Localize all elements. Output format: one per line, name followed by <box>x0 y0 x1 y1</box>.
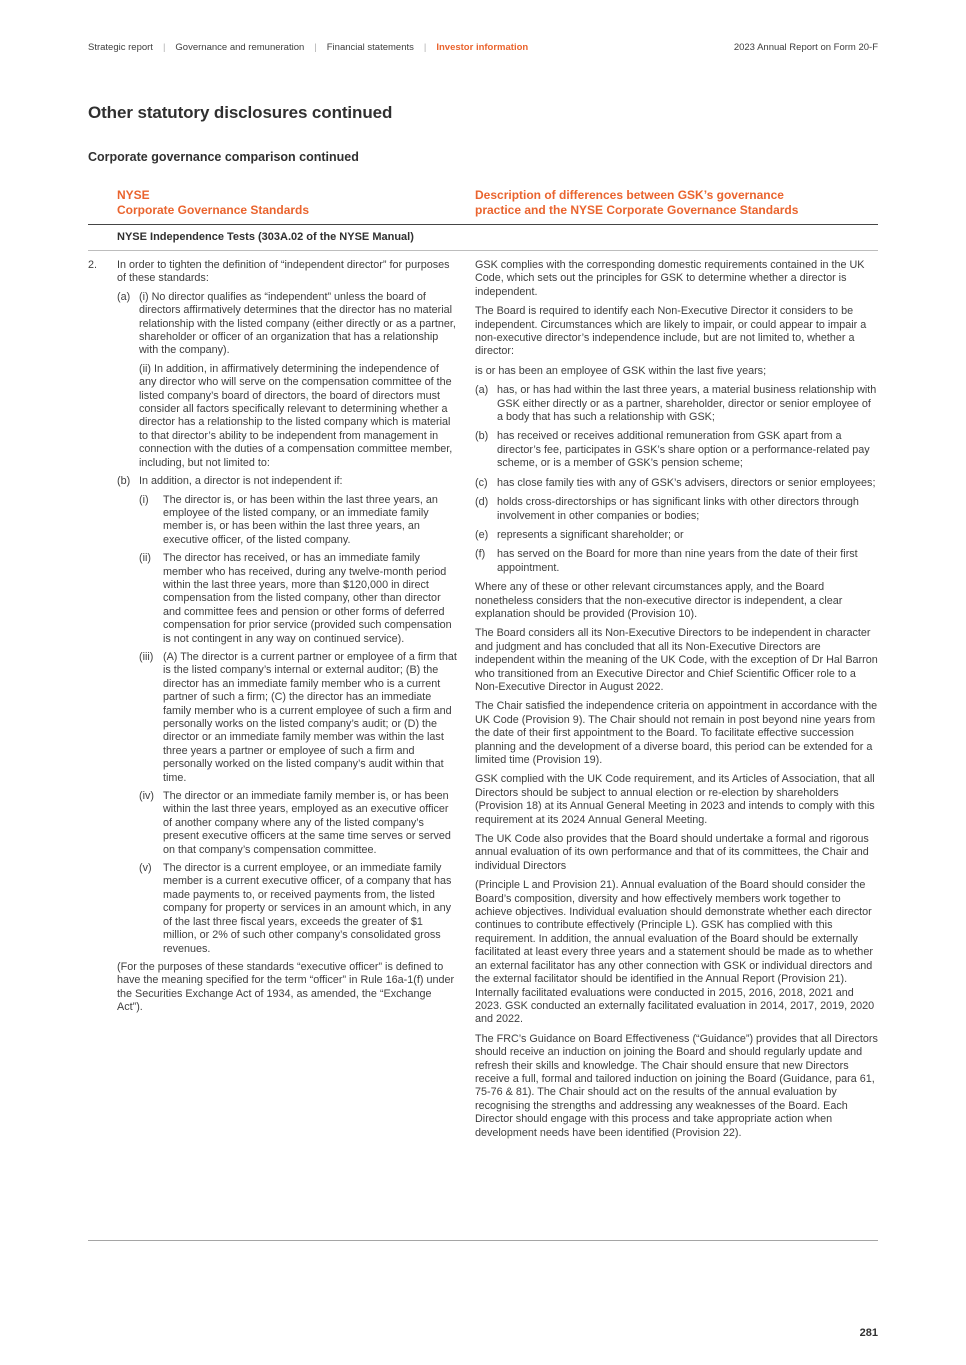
list-label: (c) <box>475 476 488 489</box>
gsk-description-block-text: The Chair satisfied the independence criteria on appointment in accordance with the UK Code (Provision 9). The Chair should not remain in post beyond nine years from the date of their first appointment to the Board. To facilitate effective succession planning and the development of a diverse board, this period can be extended for a limited time (Provision 19). <box>475 700 878 766</box>
gsk-description-block-text: has received or receives additional remuneration from GSK apart from a director’s fee, participates in GSK’s share option or a performance-related pay scheme, or is a member of GSK’s pension scheme; <box>497 430 870 470</box>
gsk-description-block <box>475 384 878 424</box>
section-nav <box>88 42 528 53</box>
list-label: (a) <box>475 384 489 397</box>
gsk-description-block-text: The UK Code also provides that the Board should undertake a formal and rigorous annual evaluation of its own performance and that of its committees, the Chair and individual Directors <box>475 833 869 872</box>
nav-separator: | <box>162 42 166 53</box>
nyse-standard-block <box>117 961 457 1015</box>
section-header: NYSE Independence Tests (303A.02 of the NYSE Manual) <box>88 225 878 251</box>
column-header-nyse-line1: NYSE <box>117 188 150 202</box>
nyse-standard-block-text: (A) The director is a current partner or employee of a firm that is the listed company’s internal or external auditor; (B) the director has an immediate family member who is a current partner of such a firm; (C) the director has an immediate family member who is a current employee of such a firm and personally works on the listed company’s audit; or (D) the director or an immediate family member was within the last three years a partner or employee of such a firm and personally worked on the listed company’s audit within that time. <box>163 650 457 784</box>
gsk-description-block-text: is or has been an employee of GSK within the last five years; <box>475 364 767 377</box>
nyse-standard-block <box>139 494 457 548</box>
nyse-standard-block-text: (ii) In addition, in affirmatively determining the independence of any director who will serve on the compensation committee of the listed company’s board of directors, the board of directors must consider all factors specifically relevant to determining whether a director has a relationship to the listed company which is material to that director’s ability to be independent from management in connection with the duties of a compensation committee member, including, but not limited to: <box>139 362 453 469</box>
gsk-description-block-text: holds cross-directorships or has significant links with other directors through involvement in other companies or bodies; <box>497 496 859 522</box>
nyse-standard-block-text: (For the purposes of these standards “executive officer” is defined to have the meaning specified for the term “officer” in Rule 16a-1(f) under the Securities Exchange Act of 1934, as amended, the “Exchange Act”). <box>117 960 455 1014</box>
list-label: (iii) <box>139 650 154 663</box>
gsk-description-block-text: Where any of these or other relevant circumstances apply, and the Board nonetheless considers that the non-executive director is independent, a clear explanation should be provided (Provision 10). <box>475 581 843 620</box>
gsk-description-block-text: The Board is required to identify each Non-Executive Director it considers to be independent. Circumstances which are likely to impair, or could appear to impair a non-executive director’s independence include, but are not limited to, whether a director: <box>475 305 867 358</box>
list-label: (f) <box>475 548 486 561</box>
nav-strategic-report[interactable]: Strategic report <box>88 42 153 53</box>
list-label: (d) <box>475 496 489 509</box>
gsk-description-block <box>475 1033 878 1140</box>
gsk-description-block-text: has, or has had within the last three years, a material business relationship with GSK either directly or as a partner, shareholder, director or senior employee of a body that has such a relationship with GSK; <box>497 384 877 424</box>
nyse-standard-block-text: The director is, or has been within the last three years, an employee of the listed company, or an immediate family member is, or has been within the last three years, an executive officer, of the listed company. <box>163 493 438 546</box>
page-number: 281 <box>859 1327 878 1339</box>
gsk-description-block <box>475 365 878 378</box>
gsk-description-block <box>475 477 878 490</box>
nyse-standard-block <box>139 363 457 470</box>
list-label: (iv) <box>139 790 154 803</box>
nyse-standard-block-text: The director or an immediate family member is, or has been within the last three years, employed as an executive officer of another company where any of the listed company’s present executive officers at the same time serves or served on that company’s compensation committee. <box>163 790 451 856</box>
nav-investor-information[interactable]: Investor information <box>436 42 529 53</box>
gsk-description-block-text: (Principle L and Provision 21). Annual evaluation of the Board should consider the Board’s composition, diversity and how effectively members work together to achieve objectives. Individual evaluation should demonstrate whether each director continues to contribute effectively (Principle L). GSK has complied with this requirement. In addition, the annual evaluation of the Board should be externally facilitated at least every three years and a statement should be made as to whether an external facilitator has any other connection with GSK or individual directors and the external facilitator should be identified in the Annual Report (Provision 21). Internally facilitated evaluations were conducted in 2015, 2016, 2018, 2021 and 2023. GSK conducted an externally facilitated evaluation in 2014, 2017, 2019, 2020 and 2022. <box>475 879 875 1026</box>
nyse-standards-column <box>88 259 457 1020</box>
gsk-description-block-text: represents a significant shareholder; or <box>497 528 684 541</box>
gsk-description-block <box>475 627 878 694</box>
table-body <box>88 251 878 1241</box>
gsk-description-block <box>475 305 878 359</box>
nyse-standard-block <box>139 862 457 956</box>
list-label: (e) <box>475 528 489 541</box>
nyse-standard-block-text: (i) No director qualifies as “independent” unless the board of directors affirmatively determines that the director has no material relationship with the listed company (either directly or as a partner, shareholder or officer of an organization that has a relationship with the company). <box>139 290 456 357</box>
report-title: 2023 Annual Report on Form 20-F <box>733 42 878 53</box>
nav-separator: | <box>423 42 427 53</box>
list-label: (b) <box>117 475 131 488</box>
nyse-standard-block <box>139 790 457 857</box>
list-label: (v) <box>139 862 152 875</box>
nyse-standard-block-text: The director is a current employee, or an immediate family member is a current executive officer, of a company that has made payments to, or received payments from, the listed company for property or services in an amount which, in any of the last three fiscal years, exceeds the greater of $1 million, or 2% of such other company’s consolidated gross revenues. <box>163 862 452 955</box>
gsk-description-block <box>475 529 878 542</box>
column-header-description-line1: Description of differences between GSK’s governance <box>475 188 784 202</box>
gsk-description-block-text: has served on the Board for more than nine years from the date of their first appointment. <box>497 548 858 574</box>
gsk-description-block <box>475 700 878 767</box>
page-title: Other statutory disclosures continued <box>88 103 393 122</box>
list-number: 2. <box>88 259 98 271</box>
column-header-description <box>475 188 878 217</box>
column-header-description-line2: practice and the NYSE Corporate Governance Standards <box>475 202 799 217</box>
list-label: (b) <box>475 430 489 443</box>
nyse-standard-block <box>139 552 457 646</box>
nyse-standard-block-text: In addition, a director is not independent if: <box>139 475 343 488</box>
list-label: (a) <box>117 290 131 303</box>
gsk-description-column <box>475 259 878 1146</box>
nyse-standard-block-text: In order to tighten the definition of “independent director” for purposes of these standards: <box>117 259 450 285</box>
column-header-nyse-line2: Corporate Governance Standards <box>117 202 310 217</box>
nav-separator: | <box>314 42 317 53</box>
nyse-standard-block <box>88 259 457 286</box>
gsk-description-block-text: The Board considers all its Non-Executive Directors to be independent in character and judgment and has concluded that all its Non-Executive Directors are independent within the meaning of the UK Code, with the exception of Dr Hal Barron who transitioned from an Executive Director and Chief Scientific Officer role to a Non-Executive Director in August 2022. <box>475 627 878 693</box>
gsk-description-block-text: The FRC’s Guidance on Board Effectiveness (“Guidance”) provides that all Directors should receive an induction on joining the Board and should regularly update and refresh their skills and knowledge. The Chair should ensure that new Directors receive a full, formal and tailored induction on joining the Board (Guidance, para 61, 75-76 & 81). The Chair should act on the results of the annual evaluation by recognising the strengths and addressing any weaknesses of the Board. Each Director should engage with this process and take appropriate action when development needs have been identified (Provision 22). <box>475 1032 878 1139</box>
gsk-description-block <box>475 259 878 299</box>
gsk-description-block <box>475 496 878 523</box>
nyse-standard-block <box>117 475 457 488</box>
header <box>88 0 878 53</box>
gsk-description-block <box>475 833 878 873</box>
gsk-description-block <box>475 879 878 1026</box>
nyse-standard-block <box>139 651 457 785</box>
gsk-description-block <box>475 581 878 621</box>
nyse-standard-block <box>117 291 457 358</box>
gsk-description-block <box>475 773 878 827</box>
gsk-description-block <box>475 430 878 470</box>
list-label: (i) <box>139 493 149 506</box>
gsk-description-block <box>475 548 878 575</box>
column-header-nyse <box>88 188 457 217</box>
nyse-standard-block-text: The director has received, or has an immediate family member who has received, during any twelve-month period within the last three years, more than $120,000 in direct compensation from the listed company, other than director and committee fees and pension or other forms of deferred compensation for prior service (provided such compensation is not contingent in any way on continued service). <box>163 552 452 645</box>
nav-governance-and-remuneration[interactable]: Governance and remuneration <box>175 42 305 53</box>
table-header-row <box>88 188 878 225</box>
gsk-description-block-text: GSK complied with the UK Code requirement, and its Articles of Association, that all Directors should be subject to annual election or re-election by shareholders (Provision 18) at its Annual General Meeting in 2023 and intends to comply with this requirement at its 2024 Annual General Meeting. <box>475 773 875 826</box>
gsk-description-block-text: GSK complies with the corresponding domestic requirements contained in the UK Code, which sets out the principles for GSK to determine whether a director is independent. <box>475 259 865 298</box>
page-subtitle: Corporate governance comparison continued <box>88 150 359 164</box>
gsk-description-block-text: has close family ties with any of GSK’s advisers, directors or senior employees; <box>497 476 876 489</box>
governance-comparison-table <box>88 188 878 1241</box>
list-label: (ii) <box>139 552 151 565</box>
nav-financial-statements[interactable]: Financial statements <box>326 42 414 53</box>
